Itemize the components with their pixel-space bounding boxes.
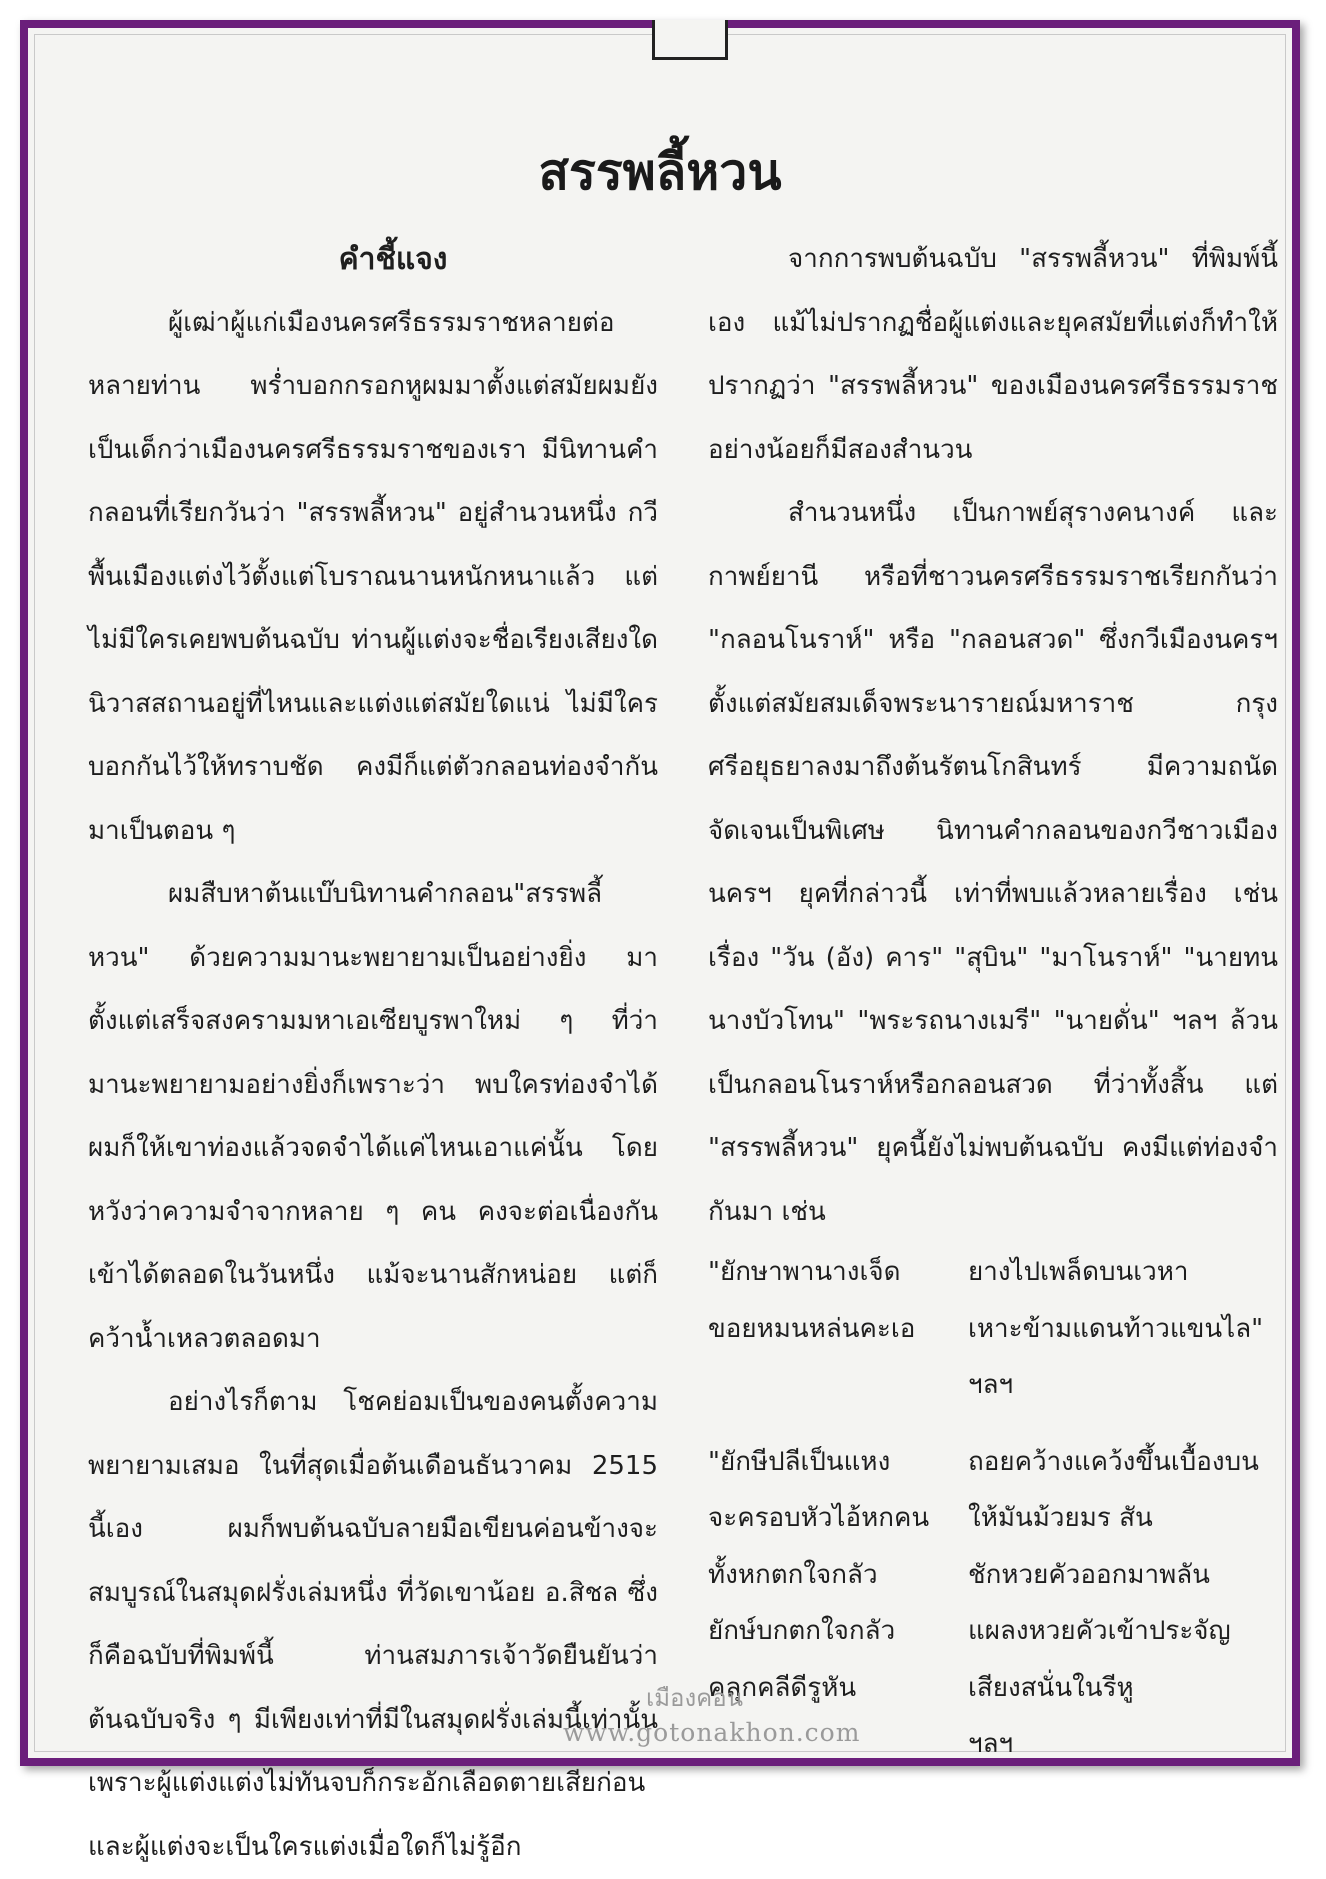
poem-right-lines — [968, 1244, 1268, 1414]
paragraph: ผู้เฒ่าผู้แก่เมืองนครศรีธรรมราชหลายต่อหลายท่าน พร่ำบอกกรอกหูผมมาตั้งแต่สมัยผมยังเป็นเด็กว่าเมืองนครศรีธรรมราชของเรา มีนิทานคำกลอนที่เรียกวันว่า "สรรพลี้หวน" อยู่สำนวนหนึ่ง กวีพื้นเมืองแต่งไว้ตั้งแต่โบราณนานหนักหนาแล้ว แต่ไม่มีใครเคยพบต้นฉบับ ท่านผู้แต่งจะชื่อเรียงเสียงใดนิวาสสถานอยู่ที่ไหนและแต่งแต่สมัยใดแน่ ไม่มีใครบอกกันไว้ให้ทราบชัด คงมีก็แต่ตัวกลอนท่องจำกันมาเป็นตอน ๆ — [88, 307, 658, 846]
right-column — [708, 228, 1278, 1773]
poem-line: ยักษ์บกตกใจกลัว — [708, 1616, 896, 1646]
poem-line: เสียงสนั่นในรีหู — [968, 1672, 1134, 1703]
paragraph: สำนวนหนึ่ง เป็นกาพย์สุรางคนางค์ และกาพย์ยานี หรือที่ชาวนครศรีธรรมราชเรียกกันว่า "กลอนโนราห์" หรือ "กลอนสวด" ซึ่งกวีเมืองนครฯ ตั้งแต่สมัยสมเด็จพระนารายณ์มหาราช กรุงศรีอยุธยาลงมาถึงต้นรัตนโกสินทร์ มีความถนัดจัดเจนเป็นพิเศษ นิทานคำกลอนของกวีชาวเมืองนครฯ ยุคที่กล่าวนี้ เท่าที่พบแล้วหลายเรื่อง เช่น เรื่อง "วัน (อัง) คาร" "สุบิน" "มาโนราห์" "นายทนนางบัวโทน" "พระรถนางเมรี" "นายดั่น" ฯลฯ ล้วนเป็นกลอนโนราห์หรือกลอนสวด ที่ว่าทั้งสิ้น แต่ "สรรพลี้หวน" ยุคนี้ยังไม่พบต้นฉบับ คงมีแต่ท่องจำกันมา เช่น — [708, 498, 1278, 1227]
poem-right-lines — [968, 1434, 1268, 1773]
page-number-box — [652, 20, 728, 60]
page-title: สรรพลี้หวน — [538, 142, 782, 201]
poem-line: "ยักษีปลีเป็นแหง — [708, 1446, 891, 1477]
poem-line: ให้มันม้วยมร สัน — [968, 1503, 1153, 1533]
poem-line: ขอยหมนหล่นคะเอ — [708, 1313, 916, 1344]
poem-line: ชักหวยคัวออกมาพลัน — [968, 1559, 1210, 1590]
poem-line: แผลงหวยคัวเข้าประจัญ — [968, 1616, 1231, 1646]
watermark-thai: เมืองคอน — [646, 1684, 744, 1712]
poem-etc: ฯลฯ — [968, 1370, 1014, 1400]
poem-stanza-1 — [708, 1244, 1278, 1414]
poem-line: ยางไปเพล็ดบนเวหา — [968, 1257, 1189, 1287]
poem-line: คลุกคลีดีรูหัน — [708, 1672, 857, 1703]
left-column — [88, 228, 658, 1879]
stanza-gap — [708, 1414, 1278, 1434]
poem-line: จะครอบหัวไอ้หกคน — [708, 1503, 930, 1533]
poem-line: ทั้งหกตกใจกลัว — [708, 1559, 878, 1590]
paragraph: ผมสืบหาต้นแบ๊บนิทานคำกลอน"สรรพลี้หวน" ด้วยความมานะพยายามเป็นอย่างยิ่ง มาตั้งแต่เสร็จสงครามมหาเอเซียบูรพาใหม่ ๆ ที่ว่ามานะพยายามอย่างยิ่งก็เพราะว่า พบใครท่องจำได้ผมก็ให้เขาท่องแล้วจดจำได้แค่ไหนเอาแค่นั้น โดยหวังว่าความจำจากหลาย ๆ คน คงจะต่อเนื่องกันเข้าได้ตลอดในวันหนึ่ง แม้จะนานสักหน่อย แต่ก็คว้าน้ำเหลวตลอดมา — [88, 879, 658, 1354]
page-frame — [20, 20, 1300, 1862]
poem-line: เหาะข้ามแดนท้าวแขนไล" — [968, 1313, 1264, 1344]
paragraph: จากการพบต้นฉบับ "สรรพลี้หวน" ที่พิมพ์นี้เอง แม้ไม่ปรากฏชื่อผู้แต่งและยุคสมัยที่แต่งก็ทำให้ปรากฏว่า "สรรพลี้หวน" ของเมืองนครศรีธรรมราชอย่างน้อยก็มีสองสำนวน — [708, 244, 1278, 465]
paragraph: อย่างไรก็ตาม โชคย่อมเป็นของคนตั้งความพยายามเสมอ ในที่สุดเมื่อต้นเดือนธันวาคม 2515 นี้เอง ผมก็พบต้นฉบับลายมือเขียนค่อนข้างจะสมบูรณ์ในสมุดฝรั่งเล่มหนึ่ง ที่วัดเขาน้อย อ.สิชล ซึ่งก็คือฉบับที่พิมพ์นี้ ท่านสมภารเจ้าวัดยืนยันว่า ต้นฉบับจริง ๆ มีเพียงเท่าที่มีในสมุดฝรั่งเล่มนี้เท่านั้น เพราะผู้แต่งแต่งไม่ทันจบก็กระอักเลือดตายเสียก่อน และผู้แต่งจะเป็นใครแต่งเมื่อใดก็ไม่รู้อีก — [88, 1387, 658, 1862]
poem-line: "ยักษาพานางเจ็ด — [708, 1257, 901, 1287]
poem-line: ถอยคว้างแคว้งขึ้นเบื้องบน — [968, 1446, 1259, 1477]
section-heading: คำชี้แจง — [338, 242, 448, 277]
watermark-url: www.gotonakhon.com — [563, 1718, 861, 1747]
poem-etc: ฯลฯ — [968, 1729, 1014, 1759]
poem-left-lines — [708, 1244, 968, 1414]
